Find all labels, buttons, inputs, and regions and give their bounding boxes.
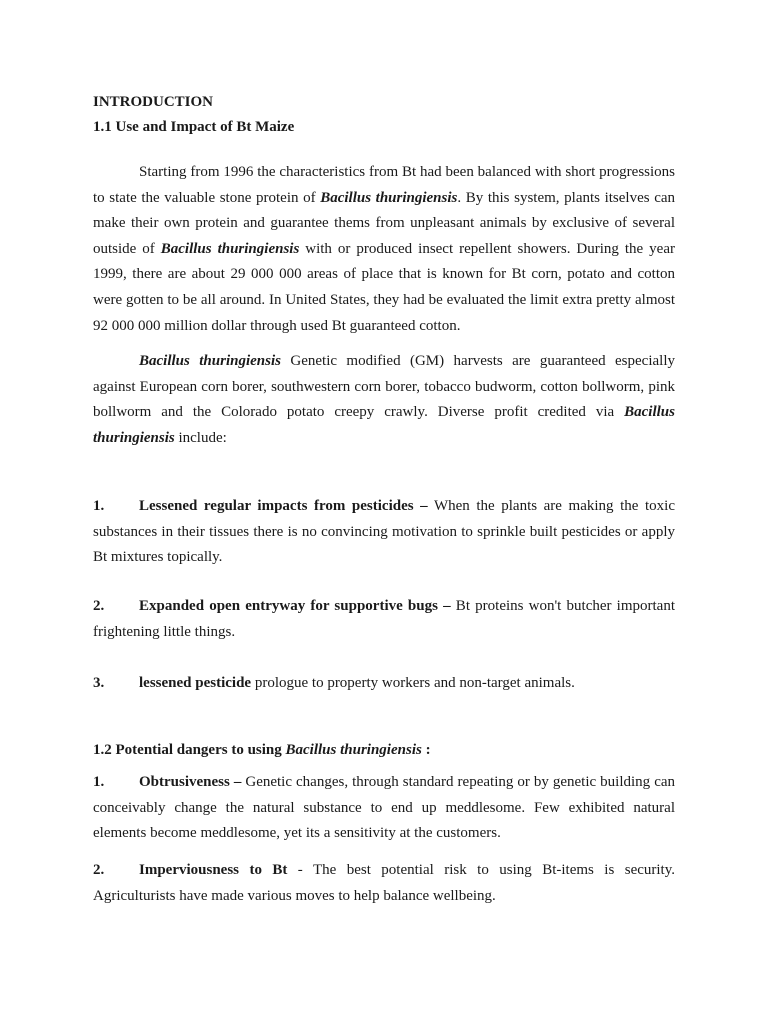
benefit-item-1 — [93, 494, 675, 571]
item-number: 3. — [93, 675, 105, 691]
danger-item-2 — [93, 858, 675, 909]
item-text: When the plants are making the toxic substances in their tissues there is no convincing motivation to sprinkle built pesticides or apply Bt mixtures topically. — [93, 498, 675, 566]
document-title: INTRODUCTION — [93, 94, 214, 110]
species-name: Bacillus thuringiensis — [139, 353, 281, 369]
paragraph-text: . By this system, plants itselves can make their own protein and guarantee thems from unpleasant animals by exclusive of several outside of — [93, 189, 676, 257]
species-name: Bacillus thuringiensis — [285, 742, 422, 758]
paragraph-text: include: — [174, 429, 227, 446]
item-term: Expanded open entryway for supportive bugs – — [139, 598, 451, 614]
danger-item-1 — [93, 770, 675, 847]
paragraph-intro — [93, 160, 675, 339]
benefit-item-2 — [93, 594, 675, 645]
species-name: Bacillus thuringiensis — [320, 189, 458, 206]
section-heading-1-2 — [93, 738, 675, 764]
item-text: Genetic changes, through standard repeating or by genetic building can conceivably change the natural substance to end up meddlesome. Few exhibited natural elements become meddlesome, yet its a sensitivity at the customers. — [93, 774, 676, 842]
item-term: Obtrusiveness – — [139, 774, 242, 790]
paragraph-text: with or produced insect repellent showers. During the year 1999, there are about 29 000 000 areas of place that is known for Bt corn, potato and cotton were gotten to be all around. In United States, they had be evaluated the limit extra pretty almost 92 000 000 million dollar through used Bt guaranteed cotton. — [93, 240, 675, 334]
paragraph-text: Starting from 1996 the characteristics from Bt had been balanced with short progressions to state the valuable stone protein of — [93, 164, 675, 206]
item-term: Imperviousness to Bt — [139, 862, 288, 878]
paragraph-text: Genetic modified (GM) harvests are guaranteed especially against European corn borer, southwestern corn borer, tobacco budworm, cotton bollworm, pink bollworm and the Colorado potato creepy crawly. Diverse profit credited via — [93, 353, 675, 421]
item-term: lessened pesticide — [139, 675, 252, 691]
species-name: Bacillus thuringiensis — [160, 240, 300, 257]
item-text: - The best potential risk to using Bt-items is security. Agriculturists have made various moves to help balance wellbeing. — [93, 862, 675, 904]
item-number: 1. — [93, 774, 105, 790]
item-term: Lessened regular impacts from pesticides – — [139, 498, 428, 514]
species-name: Bacillus thuringiensis — [93, 404, 675, 446]
item-text: prologue to property workers and non-target animals. — [251, 675, 575, 691]
paragraph-gm-harvests — [93, 349, 675, 451]
item-number: 2. — [93, 862, 105, 878]
heading-text: : — [421, 742, 431, 758]
benefit-item-3 — [93, 671, 675, 697]
item-number: 1. — [93, 498, 105, 514]
heading-text: 1.2 Potential dangers to using — [93, 742, 286, 758]
item-number: 2. — [93, 598, 105, 614]
item-text: Bt proteins won't butcher important frightening little things. — [93, 598, 675, 640]
section-heading-1-1: 1.1 Use and Impact of Bt Maize — [93, 119, 295, 135]
